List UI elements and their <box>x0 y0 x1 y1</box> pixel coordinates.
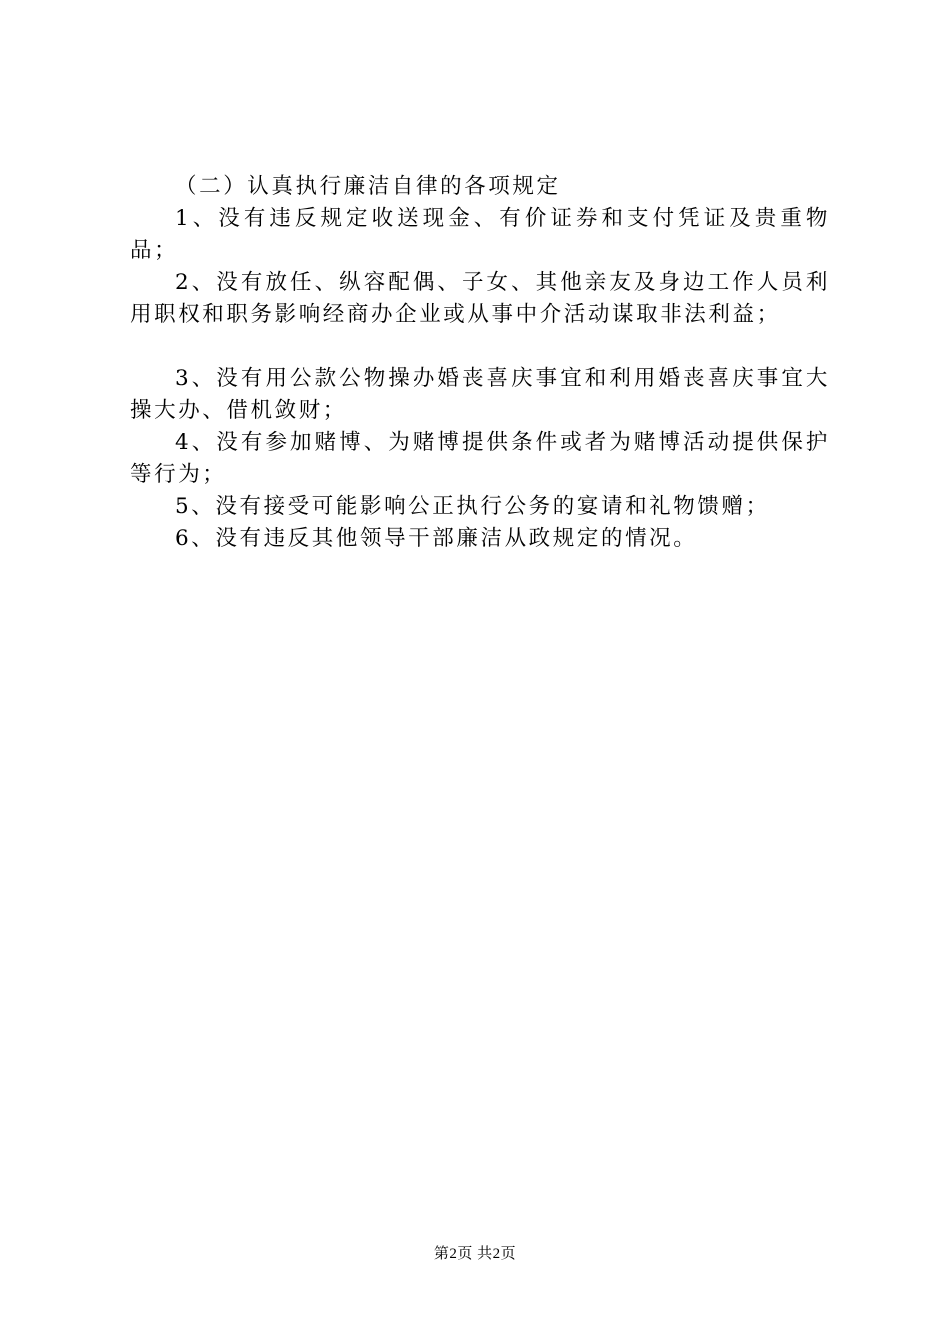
page-number-footer: 第2页 共2页 <box>433 1246 517 1262</box>
list-item-2: 2、没有放任、纵容配偶、子女、其他亲友及身边工作人员利用职权和职务影响经商办企业或从事中介活动谋取非法利益； <box>130 270 830 327</box>
section-heading: （二）认真执行廉洁自律的各项规定 <box>175 174 561 199</box>
list-item-1: 1、没有违反规定收送现金、有价证券和支付凭证及贵重物品； <box>130 206 830 263</box>
list-item-3: 3、没有用公款公物操办婚丧喜庆事宜和利用婚丧喜庆事宜大操大办、借机敛财； <box>130 366 830 423</box>
list-item-6: 6、没有违反其他领导干部廉洁从政规定的情况。 <box>175 526 698 551</box>
list-item-4: 4、没有参加赌博、为赌博提供条件或者为赌博活动提供保护等行为； <box>130 430 830 487</box>
document-body <box>130 171 830 555</box>
list-item-5: 5、没有接受可能影响公正执行公务的宴请和礼物馈赠； <box>175 494 770 519</box>
